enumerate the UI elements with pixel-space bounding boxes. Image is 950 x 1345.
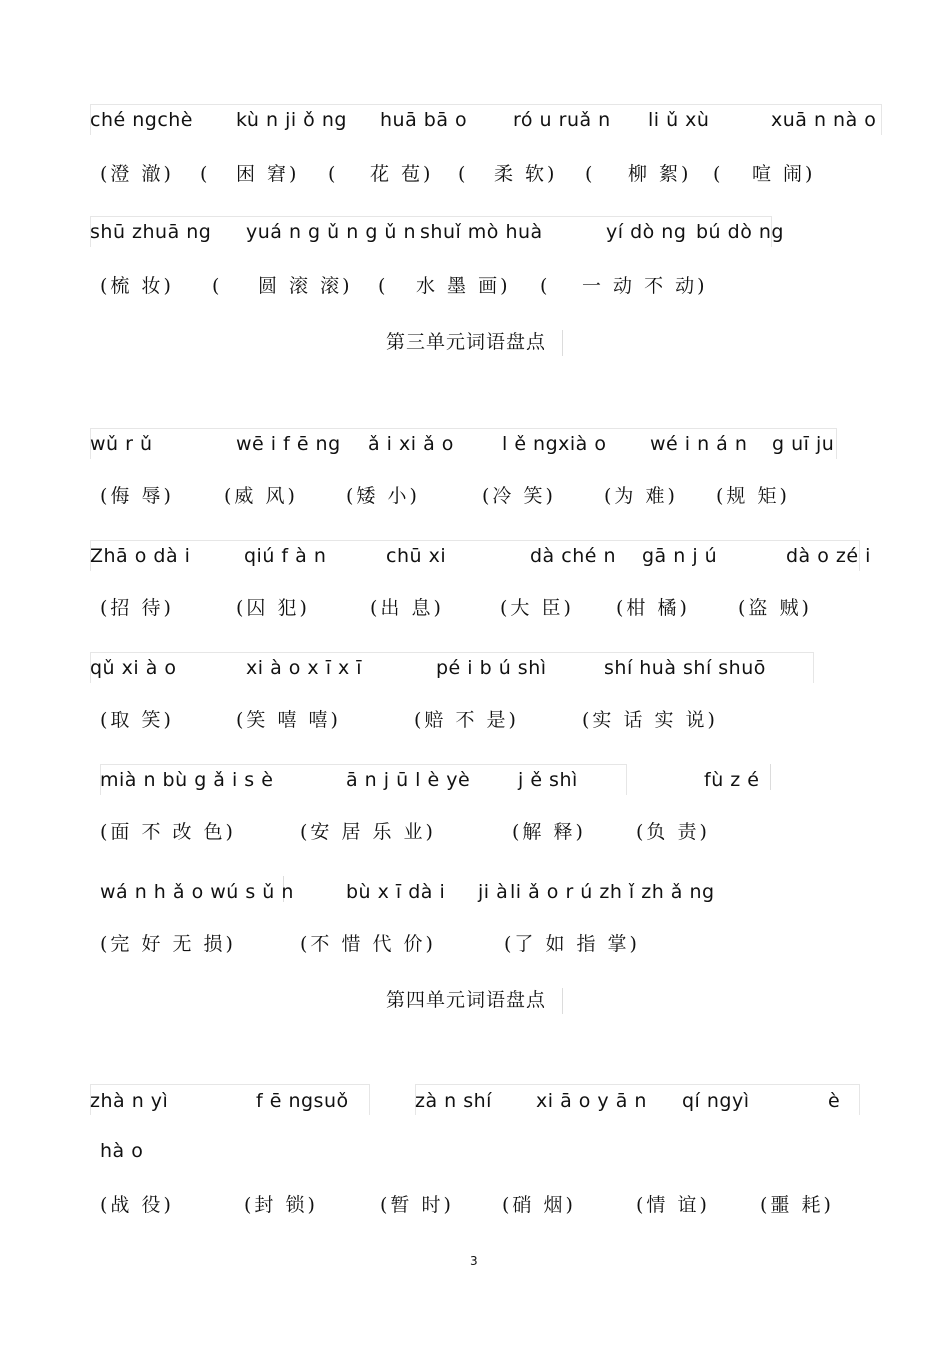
hanzi-cell: (矮 小): [346, 485, 420, 507]
pinyin-cell: wé i n á n: [650, 433, 748, 455]
pinyin-cell-wrapped: hà o: [100, 1140, 144, 1162]
hanzi-cell: (了 如 指 掌): [504, 933, 640, 955]
section-title: 第三单元词语盘点: [386, 331, 547, 353]
hanzi-cell: (封 锁): [244, 1194, 318, 1216]
paren: (: [212, 275, 223, 297]
pinyin-cell: li ǎ o r ú zh ǐ zh ǎ ng: [510, 881, 715, 903]
hanzi-cell: (大 臣): [500, 597, 574, 619]
pinyin-cell: ǎ i xi ǎ o: [368, 433, 454, 455]
pinyin-cell: shū zhuā ng: [90, 221, 212, 243]
hanzi-cell: 柳 絮): [628, 163, 692, 185]
hanzi-cell: (出 息): [370, 597, 444, 619]
hanzi-cell: 困 窘): [236, 163, 300, 185]
section-title: 第四单元词语盘点: [386, 989, 547, 1011]
hanzi-cell: (解 释): [512, 821, 586, 843]
hanzi-cell: (梳 妆): [100, 275, 174, 297]
hanzi-cell: 圆 滚 滚): [258, 275, 353, 297]
pinyin-cell: zà n shí: [415, 1090, 492, 1112]
pinyin-cell: yuá n g ǔ n g ǔ n: [246, 221, 417, 243]
hanzi-cell: (盗 贼): [738, 597, 812, 619]
pinyin-cell: gā n j ú: [642, 545, 718, 567]
page-number: 3: [470, 1254, 478, 1268]
pinyin-cell: Zhā o dà i: [90, 545, 191, 567]
pinyin-cell: xi à o x ī x ī: [246, 657, 363, 679]
pinyin-cell: qí ngyì: [682, 1090, 750, 1112]
hanzi-cell: 水 墨 画): [416, 275, 511, 297]
pinyin-cell: f ē ngsuǒ: [256, 1090, 349, 1112]
hanzi-cell: (噩 耗): [760, 1194, 834, 1216]
hanzi-cell: (冷 笑): [482, 485, 556, 507]
pinyin-cell: qiú f à n: [244, 545, 327, 567]
paren: (: [713, 163, 724, 185]
pinyin-cell: xi ā o y ā n: [536, 1090, 647, 1112]
paren: (: [200, 163, 211, 185]
pinyin-cell: wē i f ē ng: [236, 433, 341, 455]
pinyin-cell: xuā n nà o: [771, 109, 877, 131]
pinyin-cell: ji à: [478, 881, 509, 903]
guide-box: [90, 540, 860, 571]
pinyin-cell: wá n h ǎ o wú s ǔ n: [100, 881, 294, 903]
hanzi-cell: (负 责): [636, 821, 710, 843]
pinyin-cell: pé i b ú shì: [436, 657, 547, 679]
guide-bar: [562, 988, 563, 1014]
pinyin-cell: kù n ji ǒ ng: [236, 109, 347, 131]
guide-bar: [770, 764, 771, 790]
guide-bar: [562, 330, 563, 356]
hanzi-cell: 柔 软): [494, 163, 558, 185]
pinyin-cell: è: [828, 1090, 841, 1112]
hanzi-cell: (硝 烟): [502, 1194, 576, 1216]
hanzi-cell: (面 不 改 色): [100, 821, 236, 843]
pinyin-cell: qǔ xi à o: [90, 657, 177, 679]
pinyin-cell: ché ngchè: [90, 109, 193, 131]
pinyin-cell: yí dò ng: [606, 221, 687, 243]
pinyin-cell: wǔ r ǔ: [90, 433, 153, 455]
guide-box: [90, 104, 882, 135]
hanzi-cell: (暂 时): [380, 1194, 454, 1216]
pinyin-cell: shuǐ mò huà: [420, 221, 543, 243]
hanzi-cell: (为 难): [604, 485, 678, 507]
hanzi-cell: (囚 犯): [236, 597, 310, 619]
hanzi-cell: (笑 嘻 嘻): [236, 709, 341, 731]
pinyin-cell: g uī ju: [772, 433, 835, 455]
pinyin-cell: j ě shì: [518, 769, 578, 791]
pinyin-cell: dà ché n: [530, 545, 617, 567]
pinyin-cell: li ǔ xù: [648, 109, 710, 131]
pinyin-cell: zhà n yì: [90, 1090, 169, 1112]
hanzi-cell: (赔 不 是): [414, 709, 519, 731]
pinyin-cell: chū xi: [386, 545, 447, 567]
paren: (: [585, 163, 596, 185]
hanzi-cell: (安 居 乐 业): [300, 821, 436, 843]
hanzi-cell: (取 笑): [100, 709, 174, 731]
paren: (: [540, 275, 551, 297]
hanzi-cell: (情 谊): [636, 1194, 710, 1216]
paren: (: [458, 163, 469, 185]
hanzi-cell: 花 苞): [370, 163, 434, 185]
pinyin-cell: shí huà shí shuō: [604, 657, 766, 679]
hanzi-cell: (实 话 实 说): [582, 709, 718, 731]
hanzi-cell: (澄 澈): [100, 163, 174, 185]
hanzi-cell: (柑 橘): [616, 597, 690, 619]
pinyin-cell: mià n bù g ǎ i s è: [100, 769, 274, 791]
hanzi-cell: (战 役): [100, 1194, 174, 1216]
pinyin-cell: ā n j ū l è yè: [346, 769, 471, 791]
hanzi-cell: (侮 辱): [100, 485, 174, 507]
pinyin-cell: huā bā o: [380, 109, 468, 131]
hanzi-cell: (招 待): [100, 597, 174, 619]
pinyin-cell: bú dò ng: [696, 221, 784, 243]
paren: (: [378, 275, 389, 297]
hanzi-cell: 一 动 不 动): [582, 275, 708, 297]
hanzi-cell: 喧 闹): [752, 163, 816, 185]
hanzi-cell: (威 风): [224, 485, 298, 507]
pinyin-cell: bù x ī dà i: [346, 881, 446, 903]
paren: (: [328, 163, 339, 185]
hanzi-cell: (不 惜 代 价): [300, 933, 436, 955]
hanzi-cell: (规 矩): [716, 485, 790, 507]
pinyin-cell: fù z é: [704, 769, 760, 791]
pinyin-cell: ró u ruǎ n: [513, 109, 611, 131]
hanzi-cell: (完 好 无 损): [100, 933, 236, 955]
pinyin-cell: l ě ngxià o: [502, 433, 607, 455]
pinyin-cell: dà o zé i: [786, 545, 871, 567]
